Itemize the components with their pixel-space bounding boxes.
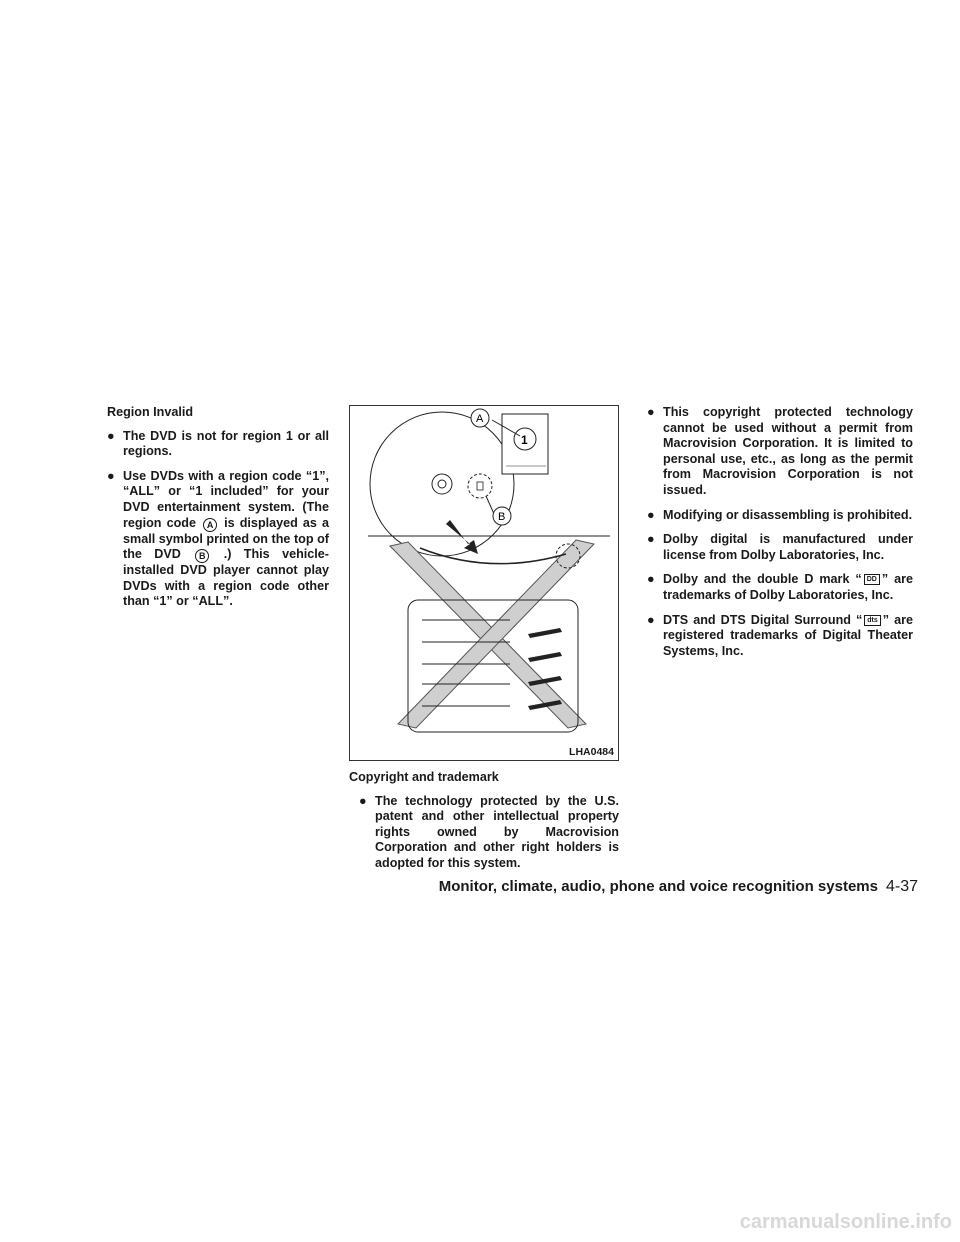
page-number: 4-37 bbox=[885, 878, 918, 895]
watermark: carmanualsonline.info bbox=[739, 1211, 952, 1233]
list-item: ● The DVD is not for region 1 or all regions. bbox=[107, 428, 329, 459]
bullet-icon: ● bbox=[359, 793, 367, 808]
bullet-icon: ● bbox=[647, 507, 655, 522]
dts-logo-icon: dts bbox=[864, 615, 881, 626]
bullet-icon: ● bbox=[647, 572, 655, 587]
svg-text:1: 1 bbox=[521, 433, 528, 447]
list-item: ● The technology protected by the U.S. patent and other intellectual property rights owned by Macrovision Corporation and other right holders is adopted for this system. bbox=[359, 793, 619, 870]
section-title: Monitor, climate, audio, phone and voice recognition systems bbox=[438, 878, 878, 895]
bullet-icon: ● bbox=[107, 468, 115, 483]
right-column bbox=[647, 405, 913, 668]
list-item: ● Use DVDs with a region code “1”, “ALL” or “1 included” for your DVD entertainment system. (The region code A is displayed as a small symbol printed on the top of the DVD B .) This vehicle-installed DVD player cannot play DVDs with a region code other than “1” or “ALL”. bbox=[107, 468, 330, 609]
callout-a-icon: A bbox=[203, 518, 217, 532]
dvd-illustration bbox=[350, 406, 618, 760]
bullet-icon: ● bbox=[647, 405, 655, 419]
list-item: ● Dolby and the double D mark “ DD ” are trademarks of Dolby Laboratories, Inc. bbox=[647, 572, 913, 602]
dvd-region-figure bbox=[349, 405, 619, 761]
callout-b-icon: B bbox=[195, 549, 209, 563]
middle-column bbox=[349, 770, 619, 881]
bullet-icon: ● bbox=[107, 428, 115, 443]
page-footer bbox=[439, 878, 918, 896]
list-item: ● This copyright protected technology cannot be used without a permit from Macrovision Corporation. It is limited to personal use, etc., as long as the permit from Macrovision Corporation is not issued. bbox=[647, 405, 913, 497]
figure-code: LHA0484 bbox=[569, 746, 614, 758]
list-item: ● DTS and DTS Digital Surround “ dts ” are registered trademarks of Digital Theater Systems, Inc. bbox=[647, 612, 913, 658]
figure-label-a: A bbox=[476, 413, 484, 425]
dolby-logo-icon: DD bbox=[864, 574, 880, 585]
region-invalid-heading: Region Invalid bbox=[107, 405, 194, 419]
left-column bbox=[107, 405, 329, 619]
bullet-icon: ● bbox=[647, 612, 655, 627]
figure-label-b: B bbox=[498, 511, 506, 523]
copyright-heading: Copyright and trademark bbox=[349, 770, 499, 784]
list-item: ● Modifying or disassembling is prohibited. bbox=[647, 507, 913, 522]
list-item: ● Dolby digital is manufactured under license from Dolby Laboratories, Inc. bbox=[647, 532, 913, 562]
bullet-icon: ● bbox=[647, 532, 655, 547]
